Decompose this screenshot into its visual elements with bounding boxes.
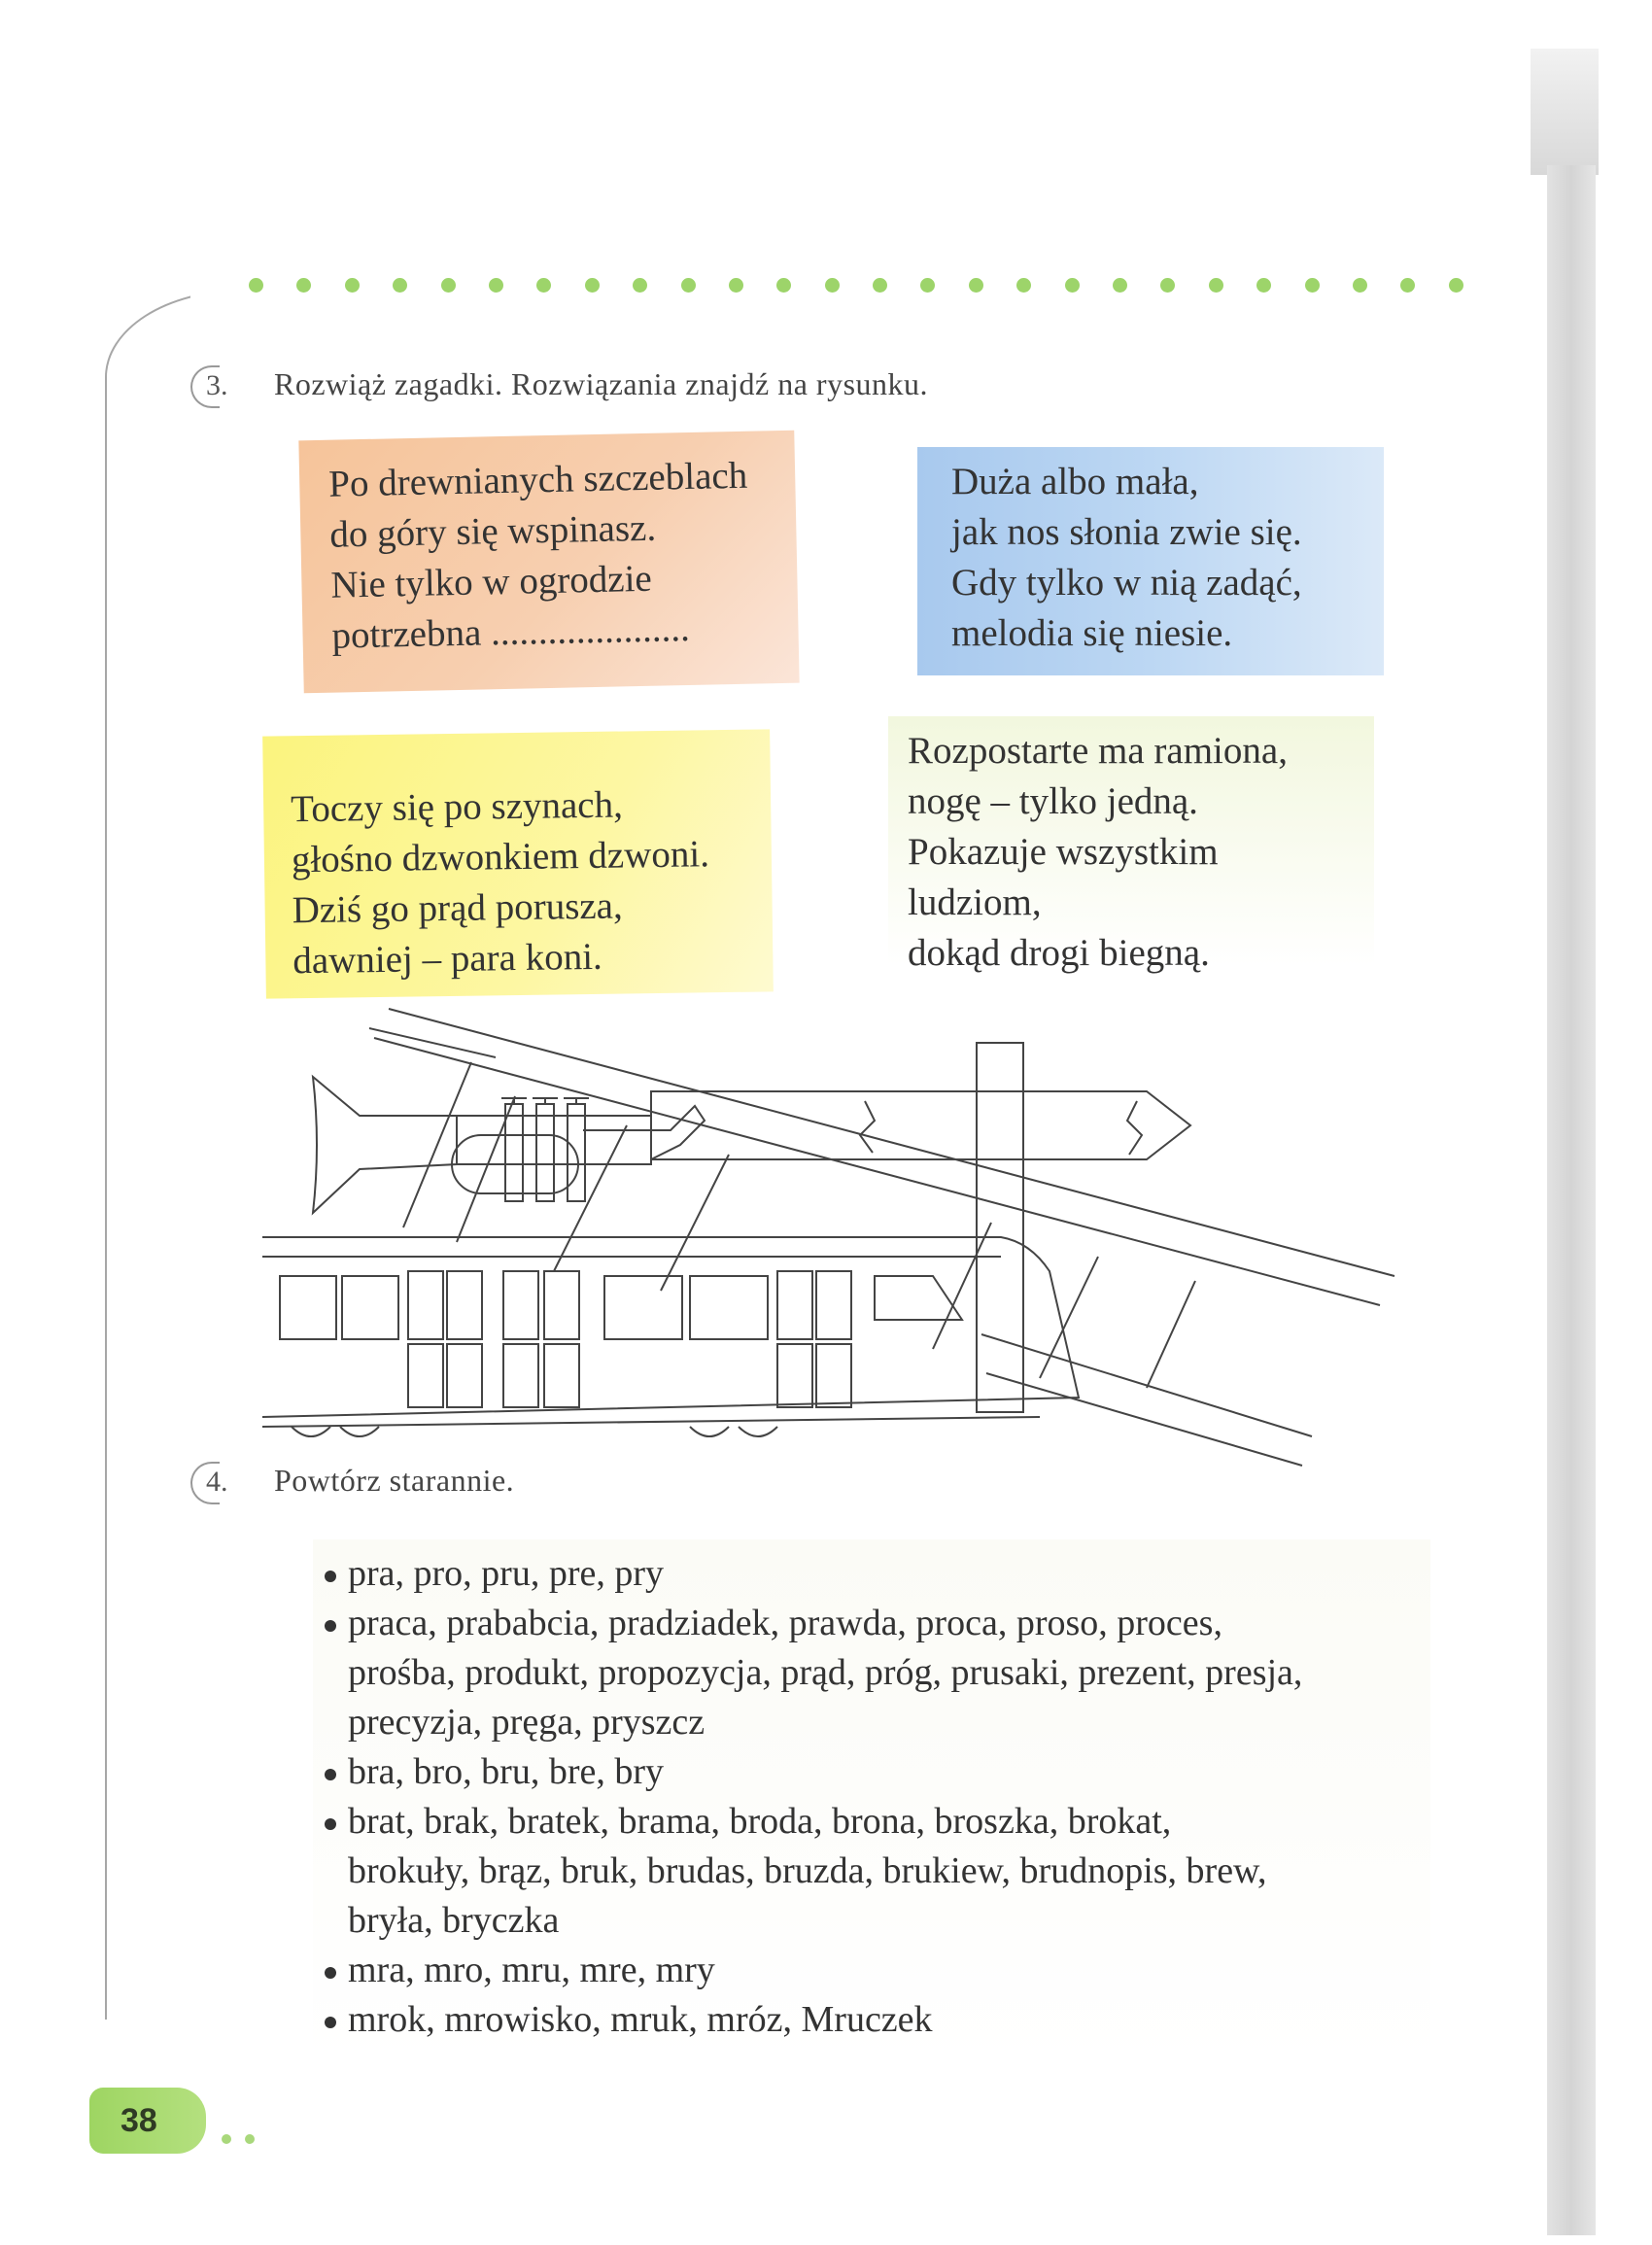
list-item-line: prośba, produkt, propozycja, prąd, próg, prusaki, prezent, presja, [348, 1652, 1303, 1693]
riddle-card-ladder [298, 431, 799, 694]
page-edge-shadow-top [1531, 49, 1599, 175]
bullet-icon [325, 1967, 336, 1979]
page-edge-shadow [1547, 165, 1596, 2235]
riddle-line: Duża albo mała, [951, 461, 1199, 502]
decorative-dot-row [249, 275, 1463, 294]
riddle-line: głośno dzwonkiem dzwoni. [291, 833, 710, 881]
list-item-line: bryła, bryczka [348, 1900, 560, 1941]
signpost-icon [651, 1043, 1190, 1412]
bullet-icon [325, 1769, 336, 1780]
list-item-line: pra, pro, pru, pre, pry [348, 1553, 665, 1594]
list-item-line: brat, brak, bratek, brama, broda, brona, broszka, brokat, [348, 1801, 1172, 1842]
riddle-line: Nie tylko w ogrodzie [330, 557, 653, 606]
riddle-card-signpost [888, 716, 1374, 993]
decorative-dot [222, 2134, 231, 2144]
practice-box [313, 1539, 1430, 2064]
bullet-icon [325, 1571, 336, 1582]
bullet-icon [325, 1620, 336, 1632]
riddle-line: dawniej – para koni. [293, 935, 603, 983]
list-item-line: mrok, mrowisko, mruk, mróz, Mruczek [348, 1999, 933, 2040]
list-item [323, 1747, 1430, 1797]
task-3-number: 3. [206, 369, 228, 401]
riddle-line: Rozpostarte ma ramiona, [908, 730, 1288, 772]
riddle-line: nogę – tylko jedną. [908, 780, 1198, 822]
riddle-line: jak nos słonia zwie się. [951, 511, 1302, 553]
page-number-badge [89, 2088, 206, 2154]
tram-icon [262, 1237, 1079, 1436]
riddle-line: Dziś go prąd porusza, [292, 884, 623, 932]
riddle-line: Po drewnianych szczeblach [327, 454, 748, 505]
riddle-line: ludziom, [908, 881, 1042, 923]
list-item [323, 1549, 1430, 1599]
trumpet-icon [313, 1077, 705, 1213]
list-item-line: mra, mro, mru, mre, mry [348, 1950, 715, 1990]
list-item [323, 1995, 1430, 2045]
riddle-answer-blank-line[interactable]: potrzebna ..................... [331, 606, 691, 657]
task-4-number: 4. [206, 1466, 228, 1498]
list-item [323, 1946, 1430, 1995]
riddle-line: Toczy się po szynach, [290, 783, 624, 831]
bullet-icon [325, 2017, 336, 2028]
task-4-instruction: Powtórz starannie. [274, 1463, 515, 1498]
riddle-line: do góry się wspinasz. [328, 506, 657, 556]
bullet-icon [325, 1818, 336, 1830]
decorative-dot [245, 2134, 255, 2144]
riddle-answers-drawing [262, 999, 1409, 1485]
list-item-line: praca, prababcia, pradziadek, prawda, proca, proso, proces, [348, 1603, 1222, 1643]
page-number: 38 [120, 2101, 157, 2139]
list-item-line: precyzja, pręga, pryszcz [348, 1702, 706, 1743]
list-item-line: bra, bro, bru, bre, bry [348, 1751, 665, 1792]
task-3-instruction: Rozwiąż zagadki. Rozwiązania znajdź na rysunku. [274, 366, 929, 401]
riddle-card-tram [262, 729, 774, 998]
practice-list [313, 1539, 1430, 2045]
list-item [323, 1797, 1430, 1946]
riddle-line: Pokazuje wszystkim [908, 831, 1219, 873]
riddle-card-trumpet [917, 447, 1384, 675]
riddle-line: Gdy tylko w nią zadąć, [951, 562, 1302, 604]
list-item-line: brokuły, brąz, bruk, brudas, bruzda, brukiew, brudnopis, brew, [348, 1850, 1267, 1891]
riddle-line: melodia się niesie. [951, 612, 1233, 654]
list-item [323, 1599, 1430, 1747]
riddle-line: dokąd drogi biegną. [908, 932, 1210, 974]
